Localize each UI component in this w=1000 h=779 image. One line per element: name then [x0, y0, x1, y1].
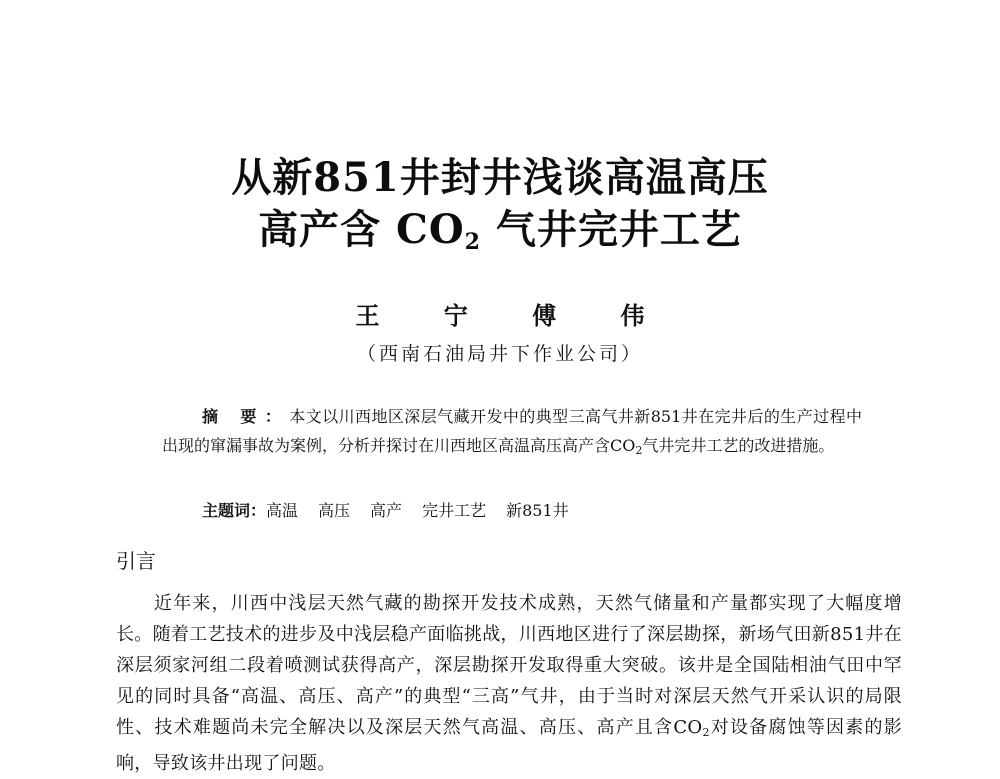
keywords-label: 主题词：	[202, 501, 267, 520]
keyword: 高温	[266, 501, 299, 520]
keyword: 高压	[318, 501, 351, 520]
title-line-2-pre: 高产含 CO	[258, 206, 465, 253]
section-heading: 引言	[116, 549, 156, 573]
abstract-text-a: 本文以川西地区深层气藏开发中的典型三高气井新851井在完井后的生产过程中出现的窜漏事故为案例，分析并探讨在川西地区高温高压高产含CO	[162, 407, 862, 455]
paragraph-co2-subscript: 2	[702, 726, 710, 739]
abstract-co2-subscript: 2	[635, 444, 643, 457]
body-paragraph	[116, 588, 902, 779]
abstract	[162, 402, 862, 465]
affiliation: （西南石油局井下作业公司）	[356, 343, 643, 365]
title-co2-subscript: 2	[464, 229, 481, 255]
abstract-text-b: 气井完井工艺的改进措施。	[642, 436, 835, 455]
paragraph-text-b: 对设备腐蚀等因素的影响，导致该井出现了问题。	[116, 717, 903, 774]
keyword: 新851井	[506, 501, 569, 520]
paragraph-text-a: 近年来，川西中浅层天然气藏的勘探开发技术成熟，天然气储量和产量都实现了大幅度增长。随着工艺技术的进步及中浅层稳产面临挑战，川西地区进行了深层勘探，新场气田新851井在深层须家河组二段着喷测试获得高产，深层勘探开发取得重大突破。该井是全国陆相油气田中罕见的同时具备“高温、高压、高产”的典型“三高”气井，由于当时对深层天然气开采认识的局限性、技术难题尚未完全解决以及深层天然气高温、高压、高产且含CO	[116, 593, 902, 738]
keyword: 完井工艺	[422, 501, 487, 520]
paper-title-line-2	[0, 198, 1000, 255]
paper-title-line-1: 从新851井封井浅谈高温高压	[231, 154, 769, 201]
title-line-2-post: 气井完井工艺	[480, 206, 742, 253]
keywords	[202, 496, 862, 525]
authors: 王 宁 傅 伟	[355, 301, 673, 330]
keyword: 高产	[370, 501, 403, 520]
abstract-label: 摘 要：	[202, 407, 290, 426]
